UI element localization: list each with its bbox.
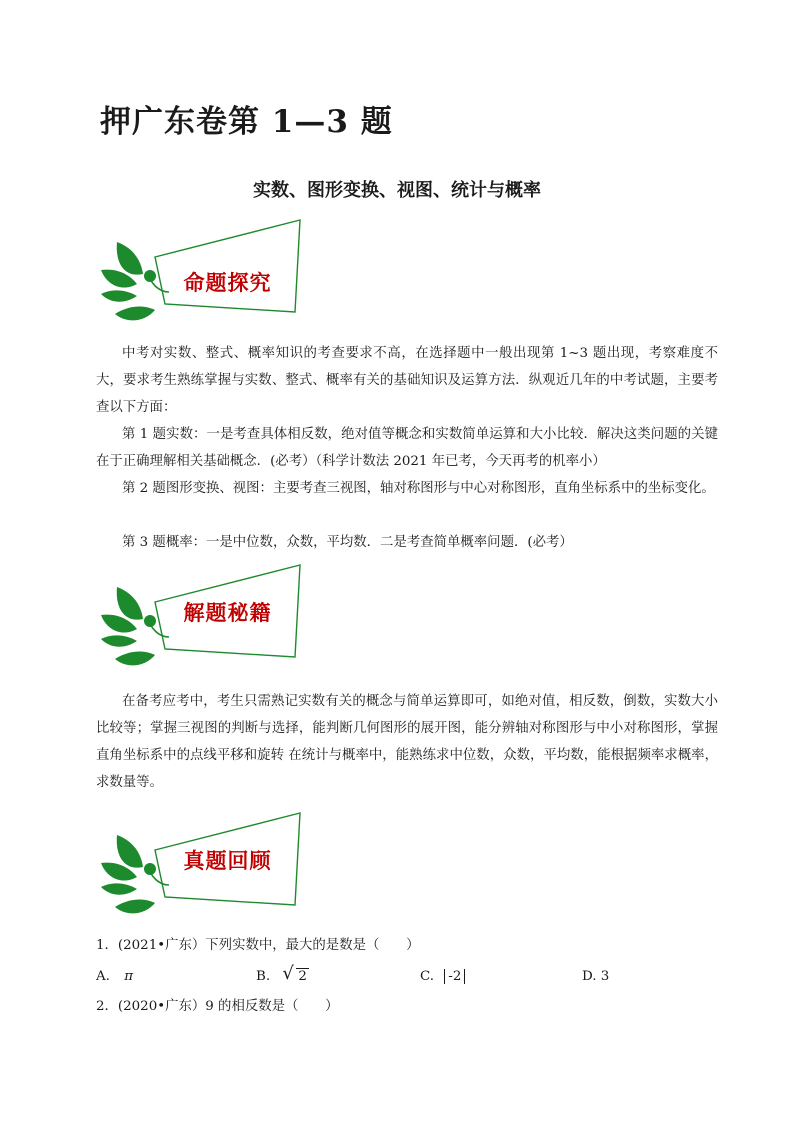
option-value: -2: [444, 969, 465, 984]
option-letter: A.: [96, 969, 110, 984]
section-banner-2: [95, 557, 310, 677]
paragraph: 第 1 题实数：一是考查具体相反数，绝对值等概念和实数简单运算和大小比较．解决这类问题的关键在于正确理解相关基础概念．(必考）（科学计数法 2021 年已考，今天再考的机率小）: [96, 427, 718, 469]
question-stem: 1．(2021•广东）下列实数中，最大的是数是（ ）: [96, 938, 420, 953]
option-letter: C.: [420, 969, 435, 984]
paragraph: 在备考应考中，考生只需熟记实数有关的概念与简单运算即可，如绝对值，相反数，倒数，实数大小比较等；掌握三视图的判断与选择，能判断几何图形的展开图，能分辨轴对称图形与中小对称图形，掌握直角坐标系中的点线平移和旋转 在统计与概率中，能熟练求中位数，众数，平均数，能根据频率求概率，求数量等。: [96, 694, 718, 790]
page-title: 押广东卷第 1—3 题: [100, 104, 393, 140]
banner-label: 解题秘籍: [183, 600, 272, 625]
question-stem: 2．(2020•广东）9 的相反数是（ ）: [96, 999, 339, 1014]
option-value: 2: [298, 969, 307, 984]
paragraph: 第 2 题图形变换、视图：主要考查三视图，轴对称图形与中心对称图形，直角坐标系中的坐标变化。: [122, 481, 715, 496]
option-b: [256, 963, 309, 987]
sqrt-symbol: √ 2: [282, 963, 307, 984]
option-value: 3: [600, 969, 610, 984]
option-letter: B.: [256, 969, 271, 984]
section-banner-1: [95, 212, 310, 332]
banner-label: 真题回顾: [183, 848, 272, 873]
page-subtitle: 实数、图形变换、视图、统计与概率: [253, 180, 541, 201]
option-letter: D.: [582, 969, 597, 984]
option-c: [420, 967, 465, 987]
option-d: [582, 967, 609, 987]
paragraph: 中考对实数、整式、概率知识的考查要求不高，在选择题中一般出现第 1~3 题出现，考察难度不大，要求考生熟练掌握与实数、整式、概率有关的基础知识及运算方法．纵观近几年的中考试题，主要考查以下方面：: [96, 346, 718, 415]
paragraph: 第 3 题概率：一是中位数，众数，平均数．二是考查简单概率问题．(必考）: [122, 535, 573, 550]
banner-label: 命题探究: [183, 270, 272, 295]
option-value: π: [124, 969, 134, 984]
section-banner-3: [95, 805, 310, 925]
option-a: [96, 967, 133, 987]
